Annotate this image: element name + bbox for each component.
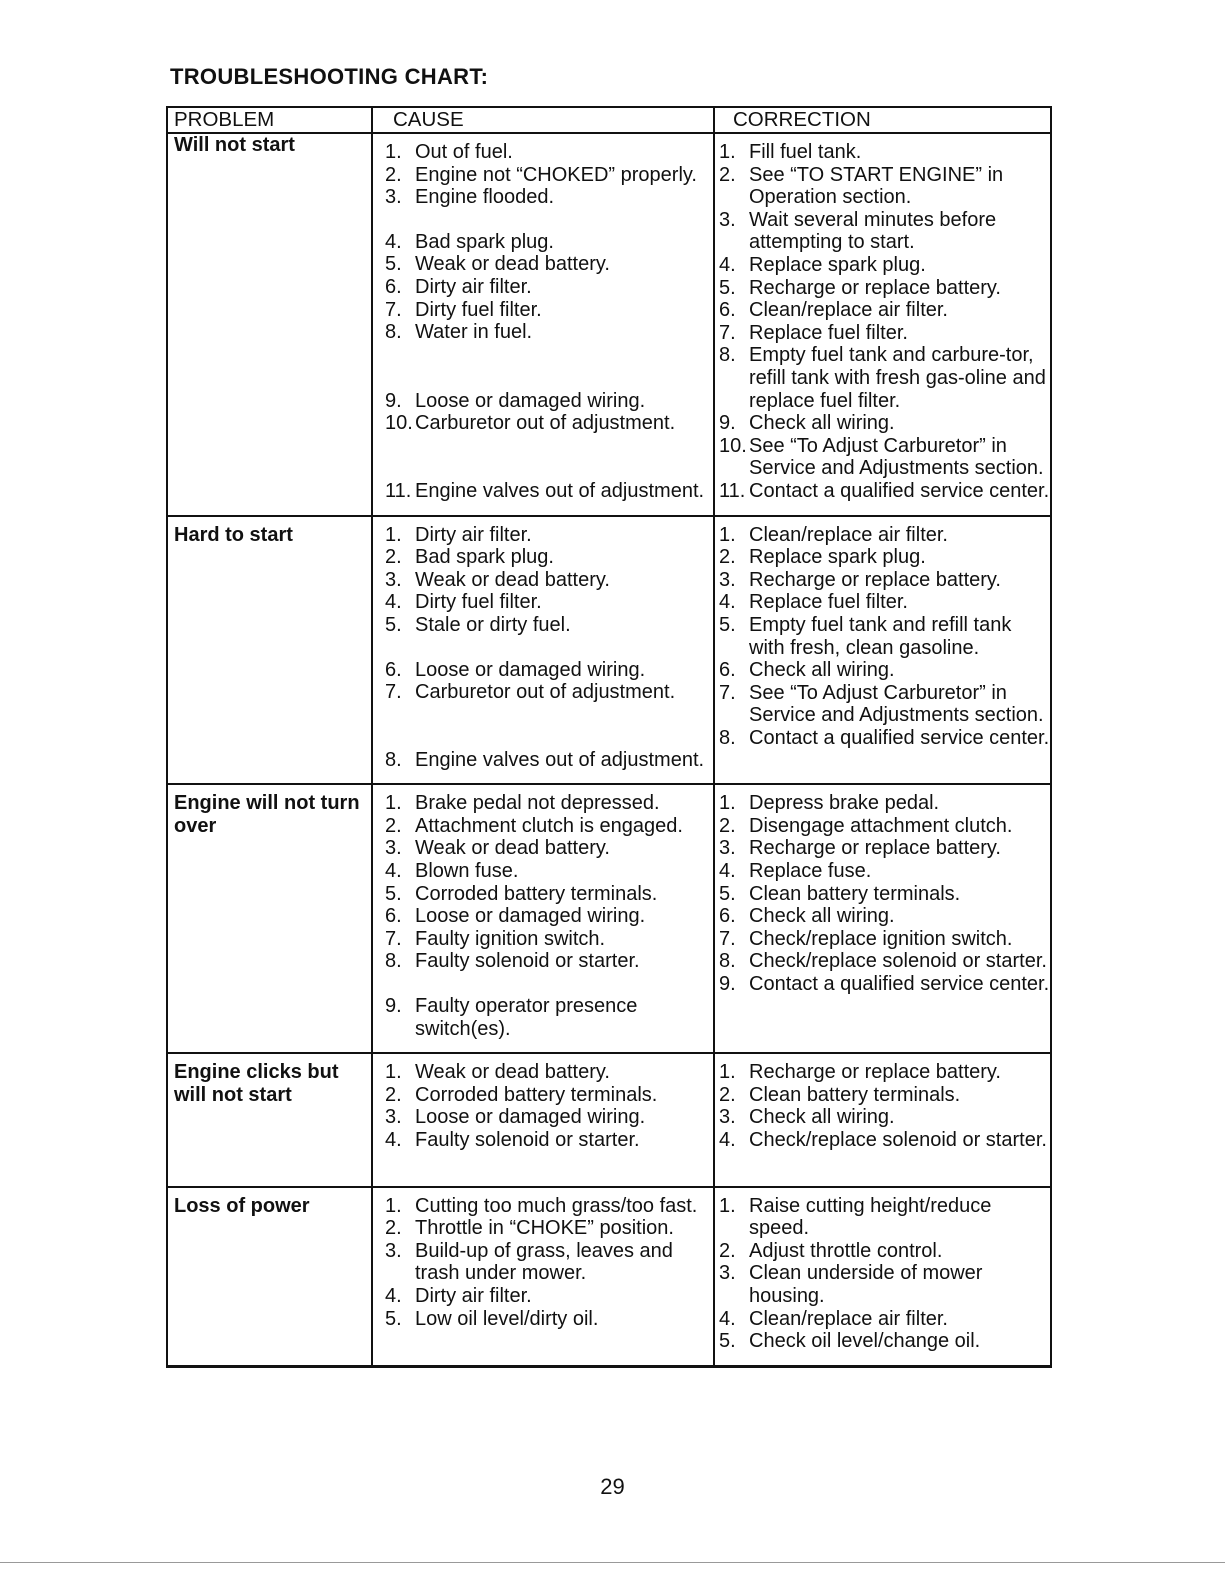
cause-item xyxy=(385,837,713,860)
cause-number: 2. xyxy=(385,1217,402,1240)
cause-item xyxy=(385,253,713,276)
correction-number: 9. xyxy=(719,973,736,996)
correction-item xyxy=(719,860,1050,883)
cause-text: Blown fuse. xyxy=(415,860,519,883)
cause-item xyxy=(385,860,713,883)
correction-number: 9. xyxy=(719,412,736,435)
cause-item xyxy=(385,1240,713,1285)
cause-item xyxy=(385,141,713,164)
correction-number: 8. xyxy=(719,344,736,367)
cause-text: Dirty fuel filter. xyxy=(415,591,542,614)
cause-text: Engine valves out of adjustment. xyxy=(415,748,705,771)
cause-cell xyxy=(373,785,715,1052)
cause-text: Attachment clutch is engaged. xyxy=(415,814,683,837)
cause-text: Stale or dirty fuel. xyxy=(415,613,571,636)
correction-item xyxy=(719,1106,1050,1129)
correction-text: Check all wiring. xyxy=(749,412,895,435)
cause-item xyxy=(385,1217,713,1240)
correction-item xyxy=(719,299,1050,322)
cause-item xyxy=(385,412,713,435)
correction-text: Clean underside of mower housing. xyxy=(749,1262,983,1307)
cause-item xyxy=(385,591,713,614)
correction-cell xyxy=(715,517,1050,784)
correction-item xyxy=(719,950,1050,973)
correction-number: 2. xyxy=(719,546,736,569)
cause-item xyxy=(385,1308,713,1331)
correction-text: Check/replace solenoid or starter. xyxy=(749,1129,1047,1151)
correction-text: See “To Adjust Carburetor” in Service and Adjustments section. xyxy=(749,434,1044,480)
correction-item xyxy=(719,1195,1050,1240)
cause-number: 3. xyxy=(385,837,402,860)
correction-text: Replace spark plug. xyxy=(749,253,926,276)
cause-item xyxy=(385,1106,713,1129)
correction-item xyxy=(719,277,1050,300)
cause-number: 6. xyxy=(385,275,402,298)
cause-item xyxy=(385,905,713,928)
cause-number: 6. xyxy=(385,905,402,928)
correction-text: Replace fuel filter. xyxy=(749,321,908,344)
correction-number: 4. xyxy=(719,1307,736,1330)
footer-divider xyxy=(0,1562,1225,1563)
cause-cell xyxy=(373,134,715,515)
cause-text: Loose or damaged wiring. xyxy=(415,389,646,412)
cause-text: Bad spark plug. xyxy=(415,230,554,253)
cause-cell xyxy=(373,517,715,784)
correction-number: 5. xyxy=(719,276,736,299)
correction-text: Disengage attachment clutch. xyxy=(749,814,1013,837)
correction-item xyxy=(719,546,1050,569)
correction-text: Clean/replace air filter. xyxy=(749,1307,948,1330)
cause-item xyxy=(385,928,713,951)
problem-cell: Engine clicks but will not start xyxy=(168,1054,373,1185)
troubleshooting-table xyxy=(166,106,1052,1368)
correction-item xyxy=(719,569,1050,592)
cause-number: 2. xyxy=(385,814,402,837)
cause-cell xyxy=(373,1054,715,1185)
cause-number: 4. xyxy=(385,860,402,883)
cause-number: 3. xyxy=(385,1106,402,1129)
cause-text: Dirty air filter. xyxy=(415,1284,532,1307)
cause-number: 4. xyxy=(385,230,402,253)
cause-text: Engine valves out of adjustment. xyxy=(415,479,705,502)
cause-text: Brake pedal not depressed. xyxy=(415,792,660,815)
correction-item xyxy=(719,837,1050,860)
cause-number: 4. xyxy=(385,1284,402,1307)
cause-text: Build-up of grass, leaves and trash under mower. xyxy=(415,1239,673,1285)
correction-text: Clean battery terminals. xyxy=(749,1083,961,1106)
correction-number: 7. xyxy=(719,321,736,344)
cause-text: Dirty air filter. xyxy=(415,523,532,546)
cause-item xyxy=(385,995,713,1040)
correction-text: Clean battery terminals. xyxy=(749,882,961,905)
correction-number: 4. xyxy=(719,1129,736,1151)
cause-item xyxy=(385,614,713,637)
cause-number: 6. xyxy=(385,658,402,681)
cause-item xyxy=(385,299,713,322)
correction-cell xyxy=(715,1188,1050,1365)
cause-number: 1. xyxy=(385,1061,402,1084)
correction-number: 8. xyxy=(719,726,736,749)
correction-cell xyxy=(715,134,1050,515)
cause-number: 7. xyxy=(385,298,402,321)
cause-text: Loose or damaged wiring. xyxy=(415,1106,646,1129)
cause-text: Cutting too much grass/too fast. xyxy=(415,1194,698,1217)
correction-text: Replace fuse. xyxy=(749,860,872,883)
correction-text: Recharge or replace battery. xyxy=(749,568,1001,591)
cause-number: 3. xyxy=(385,186,402,209)
correction-text: Recharge or replace battery. xyxy=(749,837,1001,860)
table-row xyxy=(168,1188,1050,1365)
correction-item xyxy=(719,141,1050,164)
cause-text: Out of fuel. xyxy=(415,141,513,163)
correction-number: 2. xyxy=(719,814,736,837)
correction-number: 6. xyxy=(719,905,736,928)
cause-number: 9. xyxy=(385,995,402,1018)
cause-text: Corroded battery terminals. xyxy=(415,1083,658,1106)
correction-number: 3. xyxy=(719,1262,736,1285)
cause-item xyxy=(385,659,713,682)
correction-text: Raise cutting height/reduce speed. xyxy=(749,1194,992,1240)
correction-item xyxy=(719,480,1050,503)
cause-number: 5. xyxy=(385,613,402,636)
correction-item xyxy=(719,591,1050,614)
correction-number: 3. xyxy=(719,1106,736,1129)
correction-text: Recharge or replace battery. xyxy=(749,276,1001,299)
correction-text: Replace fuel filter. xyxy=(749,591,908,614)
cause-item xyxy=(385,569,713,592)
cause-text: Carburetor out of adjustment. xyxy=(415,681,676,704)
correction-item xyxy=(719,1129,1050,1152)
correction-number: 2. xyxy=(719,1083,736,1106)
correction-text: Fill fuel tank. xyxy=(749,141,862,163)
correction-text: Check all wiring. xyxy=(749,659,895,682)
cause-item xyxy=(385,231,713,254)
cause-text: Corroded battery terminals. xyxy=(415,882,658,905)
cause-text: Weak or dead battery. xyxy=(415,568,610,591)
table-row xyxy=(168,785,1050,1054)
correction-text: Adjust throttle control. xyxy=(749,1239,943,1262)
correction-number: 2. xyxy=(719,163,736,186)
cause-item xyxy=(385,950,713,973)
correction-number: 1. xyxy=(719,523,736,546)
correction-item xyxy=(719,435,1050,480)
page-title: TROUBLESHOOTING CHART: xyxy=(170,64,489,89)
cause-item xyxy=(385,321,713,344)
correction-text: Empty fuel tank and refill tank with fresh, clean gasoline. xyxy=(749,613,1012,659)
correction-cell xyxy=(715,785,1050,1052)
cause-number: 11. xyxy=(385,479,412,502)
correction-item xyxy=(719,1084,1050,1107)
cause-number: 2. xyxy=(385,1083,402,1106)
cause-item xyxy=(385,276,713,299)
cause-text: Faulty solenoid or starter. xyxy=(415,950,640,973)
cause-item xyxy=(385,749,713,772)
correction-number: 4. xyxy=(719,860,736,883)
correction-item xyxy=(719,524,1050,547)
correction-text: See “To Adjust Carburetor” in Service and Adjustments section. xyxy=(749,681,1044,727)
correction-number: 2. xyxy=(719,1239,736,1262)
problem-cell: Hard to start xyxy=(168,517,373,784)
correction-text: Clean/replace air filter. xyxy=(749,523,948,546)
correction-item xyxy=(719,1330,1050,1353)
correction-number: 8. xyxy=(719,950,736,973)
cause-text: Dirty fuel filter. xyxy=(415,298,542,321)
cause-text: Carburetor out of adjustment. xyxy=(415,412,676,435)
cause-number: 1. xyxy=(385,792,402,815)
correction-text: Wait several minutes before attempting to start. xyxy=(749,208,997,254)
cause-text: Bad spark plug. xyxy=(415,546,554,569)
cause-number: 9. xyxy=(385,389,402,412)
correction-number: 1. xyxy=(719,141,736,163)
cause-number: 2. xyxy=(385,163,402,186)
cause-item xyxy=(385,186,713,209)
correction-item xyxy=(719,905,1050,928)
correction-number: 3. xyxy=(719,208,736,231)
correction-number: 6. xyxy=(719,659,736,682)
correction-item xyxy=(719,254,1050,277)
cause-item xyxy=(385,524,713,547)
cause-item xyxy=(385,390,713,413)
correction-number: 4. xyxy=(719,591,736,614)
cause-text: Loose or damaged wiring. xyxy=(415,905,646,928)
cause-text: Engine not “CHOKED” properly. xyxy=(415,163,697,186)
cause-number: 10. xyxy=(385,412,413,435)
correction-number: 3. xyxy=(719,568,736,591)
cause-number: 4. xyxy=(385,591,402,614)
correction-item xyxy=(719,659,1050,682)
cause-number: 5. xyxy=(385,253,402,276)
cause-number: 4. xyxy=(385,1129,402,1151)
cause-item xyxy=(385,546,713,569)
cause-item xyxy=(385,681,713,704)
correction-item xyxy=(719,1240,1050,1263)
correction-number: 1. xyxy=(719,1194,736,1217)
cause-number: 8. xyxy=(385,321,402,344)
correction-text: Contact a qualified service center. xyxy=(749,726,1050,749)
correction-number: 5. xyxy=(719,1330,736,1353)
correction-item xyxy=(719,614,1050,659)
table-row xyxy=(168,517,1050,786)
correction-text: Depress brake pedal. xyxy=(749,792,940,815)
correction-item xyxy=(719,1308,1050,1331)
correction-number: 6. xyxy=(719,299,736,322)
cause-item xyxy=(385,1195,713,1218)
cause-text: Weak or dead battery. xyxy=(415,253,610,276)
header-cause: CAUSE xyxy=(373,108,715,132)
correction-item xyxy=(719,412,1050,435)
cause-number: 3. xyxy=(385,568,402,591)
cause-text: Engine flooded. xyxy=(415,186,555,209)
cause-number: 1. xyxy=(385,523,402,546)
correction-number: 5. xyxy=(719,882,736,905)
cause-text: Weak or dead battery. xyxy=(415,837,610,860)
correction-cell xyxy=(715,1054,1050,1185)
correction-number: 4. xyxy=(719,253,736,276)
cause-text: Low oil level/dirty oil. xyxy=(415,1307,599,1330)
header-problem: PROBLEM xyxy=(168,108,373,132)
cause-number: 5. xyxy=(385,882,402,905)
correction-item xyxy=(719,1061,1050,1084)
correction-item xyxy=(719,322,1050,345)
correction-text: See “TO START ENGINE” in Operation section. xyxy=(749,163,1004,209)
cause-number: 8. xyxy=(385,748,402,771)
correction-item xyxy=(719,727,1050,750)
cause-text: Faulty operator presence switch(es). xyxy=(415,995,638,1040)
correction-text: Contact a qualified service center. xyxy=(749,479,1050,502)
cause-item xyxy=(385,480,713,503)
correction-item xyxy=(719,973,1050,996)
correction-item xyxy=(719,344,1050,412)
correction-number: 10. xyxy=(719,434,747,457)
table-row xyxy=(168,134,1050,517)
cause-text: Faulty solenoid or starter. xyxy=(415,1129,640,1151)
correction-text: Replace spark plug. xyxy=(749,546,926,569)
correction-number: 1. xyxy=(719,1061,736,1084)
header-correction: CORRECTION xyxy=(733,108,871,131)
cause-item xyxy=(385,792,713,815)
cause-item xyxy=(385,1061,713,1084)
correction-text: Check/replace solenoid or starter. xyxy=(749,950,1047,973)
table-row xyxy=(168,1054,1050,1187)
cause-text: Loose or damaged wiring. xyxy=(415,658,646,681)
correction-text: Check oil level/change oil. xyxy=(749,1330,981,1353)
cause-item xyxy=(385,1129,713,1152)
correction-text: Clean/replace air filter. xyxy=(749,299,948,322)
cause-text: Weak or dead battery. xyxy=(415,1061,610,1084)
cause-number: 1. xyxy=(385,1194,402,1217)
cause-text: Throttle in “CHOKE” position. xyxy=(415,1217,674,1240)
correction-text: Empty fuel tank and carbure-tor, refill tank with fresh gas-oline and replace fuel filter. xyxy=(749,344,1046,412)
correction-number: 7. xyxy=(719,927,736,950)
cause-item xyxy=(385,815,713,838)
correction-number: 11. xyxy=(719,479,746,502)
correction-number: 5. xyxy=(719,613,736,636)
cause-number: 7. xyxy=(385,681,402,704)
cause-number: 8. xyxy=(385,950,402,973)
correction-item xyxy=(719,883,1050,906)
correction-item xyxy=(719,164,1050,209)
cause-text: Dirty air filter. xyxy=(415,275,532,298)
correction-item xyxy=(719,815,1050,838)
cause-number: 3. xyxy=(385,1239,402,1262)
correction-number: 7. xyxy=(719,681,736,704)
correction-number: 3. xyxy=(719,837,736,860)
correction-text: Check all wiring. xyxy=(749,905,895,928)
correction-text: Contact a qualified service center. xyxy=(749,973,1050,996)
correction-text: Recharge or replace battery. xyxy=(749,1061,1001,1084)
cause-text: Faulty ignition switch. xyxy=(415,927,606,950)
cause-number: 1. xyxy=(385,141,402,163)
correction-number: 1. xyxy=(719,792,736,815)
correction-item xyxy=(719,1262,1050,1307)
cause-text: Water in fuel. xyxy=(415,321,533,344)
table-header-row xyxy=(168,108,1050,134)
correction-item xyxy=(719,209,1050,254)
table-body xyxy=(168,134,1050,1365)
cause-number: 2. xyxy=(385,546,402,569)
correction-item xyxy=(719,682,1050,727)
cause-number: 5. xyxy=(385,1307,402,1330)
correction-text: Check/replace ignition switch. xyxy=(749,927,1013,950)
cause-item xyxy=(385,1285,713,1308)
page-number: 29 xyxy=(600,1474,625,1499)
cause-item xyxy=(385,1084,713,1107)
problem-cell: Engine will not turn over xyxy=(168,785,373,1052)
problem-cell: Loss of power xyxy=(168,1188,373,1365)
cause-item xyxy=(385,883,713,906)
correction-text: Check all wiring. xyxy=(749,1106,895,1129)
problem-cell: Will not start xyxy=(168,134,373,515)
cause-item xyxy=(385,164,713,187)
correction-item xyxy=(719,792,1050,815)
correction-item xyxy=(719,928,1050,951)
cause-number: 7. xyxy=(385,927,402,950)
cause-cell xyxy=(373,1188,715,1365)
